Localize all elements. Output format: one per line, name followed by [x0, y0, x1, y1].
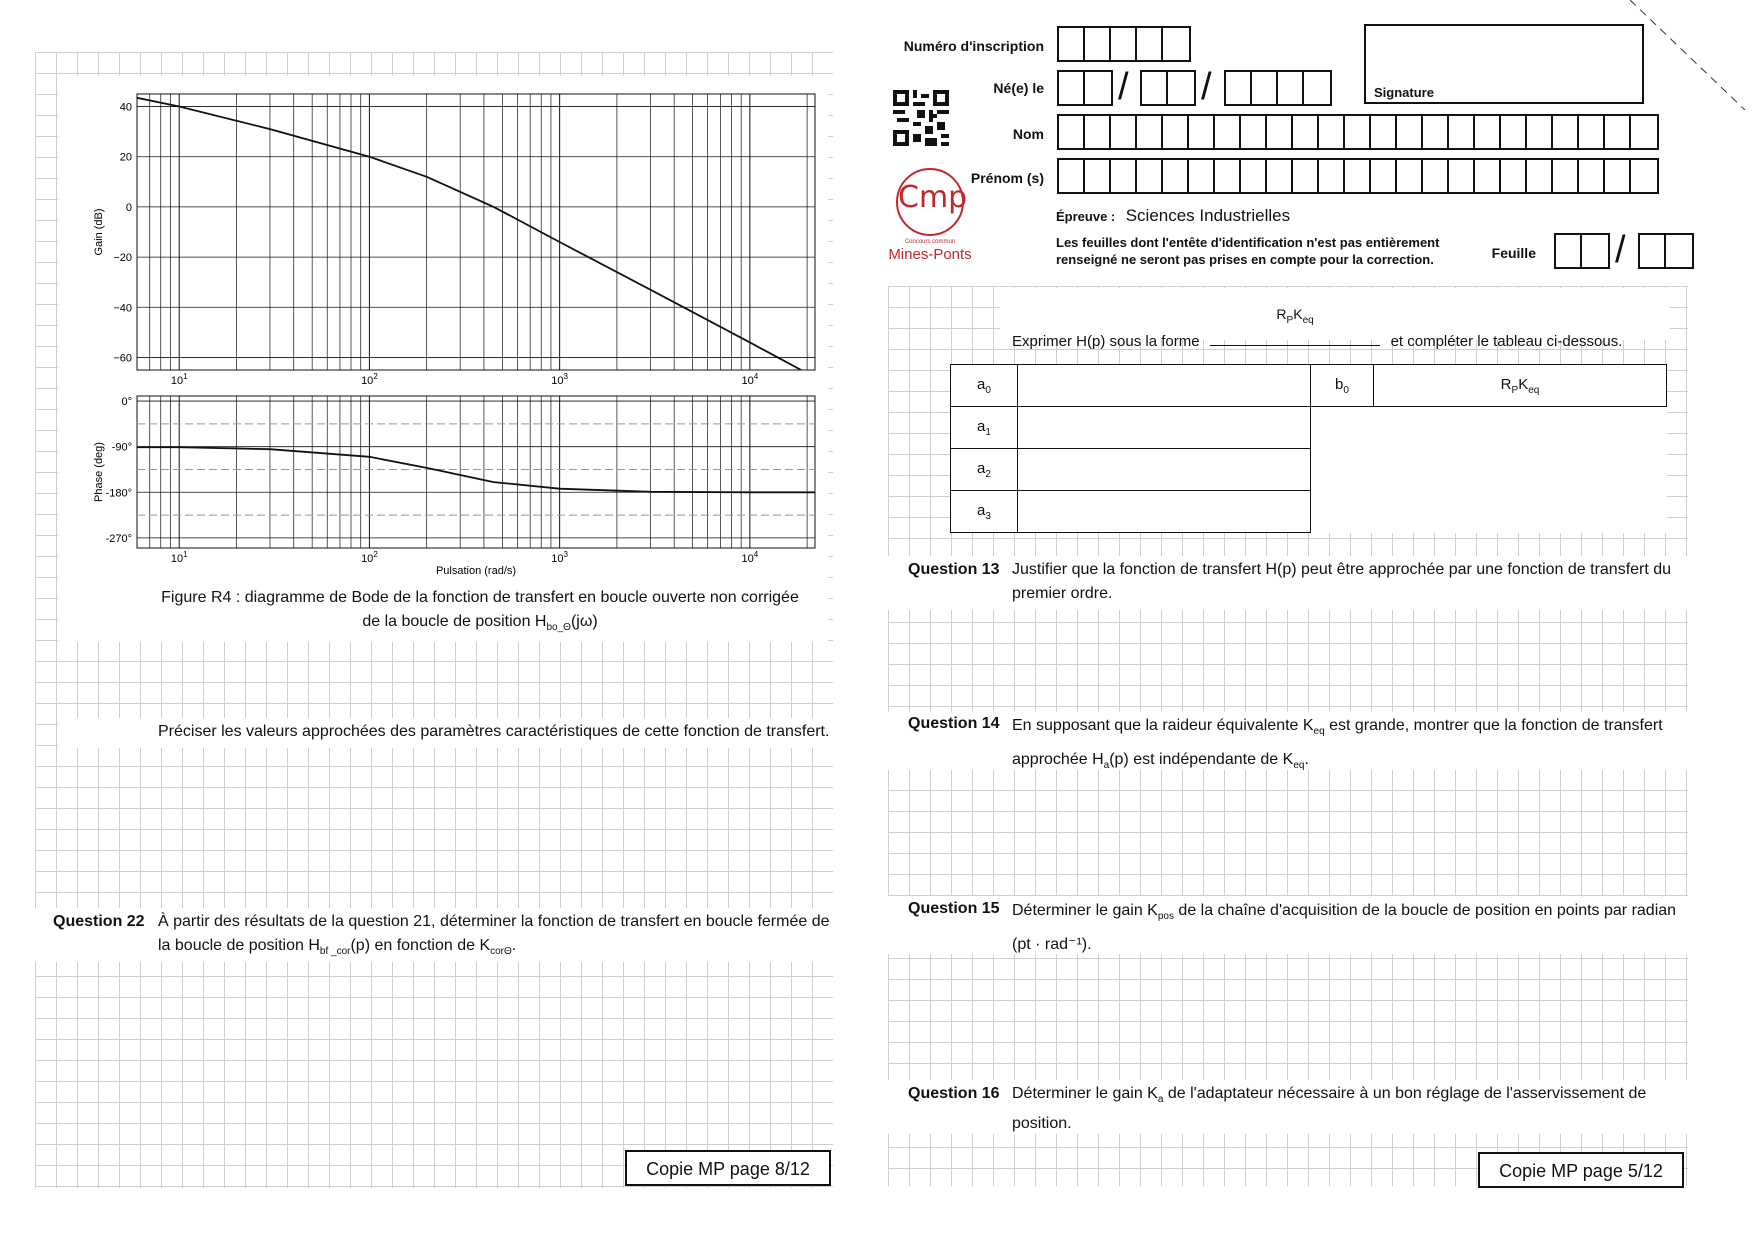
birth-year-boxes[interactable] — [1224, 70, 1332, 106]
corner-cut-line — [1630, 0, 1757, 110]
cell-a3-value[interactable] — [1018, 491, 1311, 533]
x-tick-label: $10^1$ — [170, 372, 188, 387]
nele-label: Né(e) le — [993, 80, 1044, 96]
y-tick-label: −60 — [113, 352, 132, 365]
nom-boxes[interactable] — [1057, 114, 1659, 150]
q14-label: Question 14 — [908, 715, 1000, 732]
x-tick-label: $10^1$ — [170, 550, 188, 565]
q16-text: Déterminer le gain $K_a$ de l'adaptateur nécessaire à un bon réglage de l'asservissement de position. — [1012, 1085, 1647, 1133]
feuille-slash: / — [1615, 229, 1626, 271]
cell-a3-label: $a_3$ — [951, 491, 1018, 533]
x-tick-label: $10^3$ — [551, 550, 568, 565]
q14-text: En supposant que la raideur équivalente $K_{eq}$ est grande, montrer que la fonction de transfert approchée $H_a(p)$ est indépendante de $K_{eq}$. — [1012, 717, 1663, 772]
q15-label: Question 15 — [908, 900, 1000, 917]
logo-text: Cmp — [898, 180, 968, 215]
y-tick-label: -270° — [105, 532, 132, 545]
prenom-label: Prénom (s) — [970, 170, 1044, 186]
numero-boxes[interactable] — [1057, 26, 1191, 62]
feuille-label: Feuille — [1491, 245, 1536, 261]
q13-text: Justifier que la fonction de transfert H(p) peut être approchée par une fonction de transfert du premier ordre. — [1012, 561, 1672, 602]
exprimer-text: Exprimer H(p) sous la forme $R_PK_{eq}$ et compléter le tableau ci-dessous. — [1012, 292, 1622, 392]
feuille-boxes-1[interactable] — [1554, 233, 1610, 269]
cell-b0-label: $b_0$ — [1311, 365, 1374, 407]
y-tick-label: -90° — [111, 441, 132, 454]
y-tick-label: −40 — [113, 302, 132, 315]
x-axis-label: Pulsation (rad/s) — [435, 565, 517, 577]
coefficients-table — [950, 364, 1667, 533]
y-tick-label: −20 — [113, 252, 132, 265]
birth-day-boxes[interactable] — [1057, 70, 1113, 106]
q22-text: À partir des résultats de la question 21, déterminer la fonction de transfert en boucle fermée de la boucle de position $H_{bf \_cor}(p)$ en fonction de $K_{cor\Theta}$. — [158, 913, 830, 958]
figure-caption: Figure R4 : diagramme de Bode de la fonction de transfert en boucle ouverte non corrigée de la boucle de position $H_{bo\_\Theta}(j\omega)$ — [161, 589, 799, 634]
signature-box[interactable] — [1364, 24, 1644, 104]
y-tick-label: 0° — [121, 396, 132, 409]
plot-frame — [137, 396, 815, 548]
right-page-number: Copie MP page 5/12 — [1478, 1152, 1684, 1188]
x-tick-label: $10^4$ — [741, 372, 759, 387]
left-page-number: Copie MP page 8/12 — [625, 1150, 831, 1186]
q22-label: Question 22 — [53, 913, 145, 930]
q15-text: Déterminer le gain $K_{pos}$ de la chaîne d'acquisition de la boucle de position en points par radian (pt · rad⁻¹). — [1012, 902, 1677, 954]
bode-chart — [0, 0, 840, 640]
header-notice: Les feuilles dont l'entête d'identification n'est pas entièrement renseigné ne seront pas prises en compte pour la correction. — [1056, 235, 1440, 267]
epreuve-value: Sciences Industrielles — [1125, 206, 1291, 225]
y-tick-label: -180° — [105, 487, 132, 500]
x-tick-label: $10^4$ — [741, 550, 759, 565]
cell-a0-label: $a_0$ — [951, 365, 1018, 407]
x-tick-label: $10^2$ — [361, 372, 378, 387]
numero-label: Numéro d'inscription — [903, 38, 1044, 54]
feuille-boxes-2[interactable] — [1638, 233, 1694, 269]
q16-label: Question 16 — [908, 1085, 1000, 1102]
q13-label: Question 13 — [908, 561, 1000, 578]
plot-frame — [137, 94, 815, 370]
epreuve-line — [1056, 204, 1290, 229]
y-tick-label: 20 — [119, 151, 132, 164]
signature-label: Signature — [1374, 85, 1434, 100]
date-slash-1: / — [1118, 66, 1129, 108]
preciser-text: Préciser les valeurs approchées des paramètres caractéristiques de cette fonction de transfert. — [158, 723, 830, 740]
logo-small-text: Concours commun — [904, 239, 956, 245]
prenom-boxes[interactable] — [1057, 158, 1659, 194]
epreuve-label: Épreuve : — [1056, 209, 1116, 224]
birth-month-boxes[interactable] — [1140, 70, 1196, 106]
cell-a1-label: $a_1$ — [951, 407, 1018, 449]
cell-a1-value[interactable] — [1018, 407, 1311, 449]
x-tick-label: $10^3$ — [551, 372, 568, 387]
cell-a2-label: $a_2$ — [951, 449, 1018, 491]
y-tick-label: 40 — [119, 101, 132, 114]
y-axis-label: Phase (deg) — [93, 442, 105, 502]
y-tick-label: 0 — [125, 201, 132, 214]
date-slash-2: / — [1201, 66, 1212, 108]
y-axis-label: Gain (dB) — [93, 208, 105, 256]
cell-a2-value[interactable] — [1018, 449, 1311, 491]
nom-label: Nom — [1012, 126, 1044, 142]
cell-b0-value: $R_PK_{eq}$ — [1374, 365, 1667, 407]
transfer-fraction: $R_PK_{eq}$ — [1210, 292, 1381, 392]
x-tick-label: $10^2$ — [361, 550, 378, 565]
cell-a0-value[interactable] — [1018, 365, 1311, 407]
logo-name: Mines-Ponts — [888, 246, 972, 263]
